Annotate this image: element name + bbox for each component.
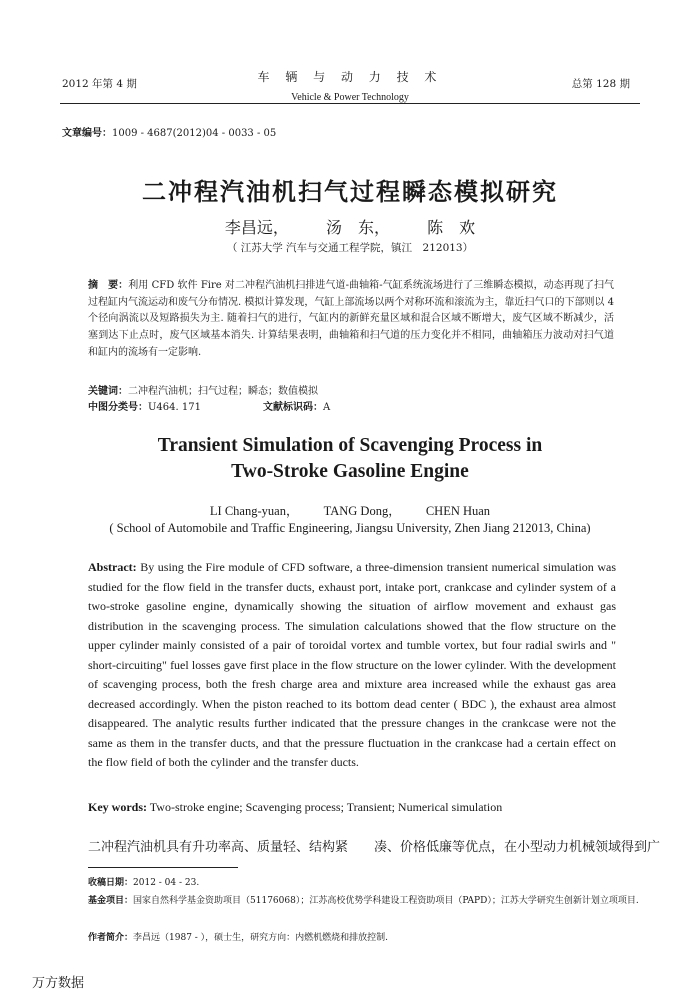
abstract-en (88, 558, 616, 773)
fund-text: 国家自然科学基金资助项目（51176068）；江苏高校优势学科建设工程资助项目（PAPD）；江苏大学研究生创新计划立项项目. (133, 896, 639, 906)
abstract-en-label: Abstract: (88, 560, 137, 574)
document-code-value: A (323, 402, 331, 413)
abstract-cn-label: 摘 要： (88, 280, 129, 291)
abstract-cn (88, 278, 614, 362)
footnote-author (88, 931, 388, 945)
total-issue: 总第 128 期 (571, 78, 630, 90)
received-date: 2012 - 04 - 23. (133, 878, 200, 888)
journal-issue: 2012 年第 4 期 (62, 78, 137, 90)
affiliation-cn: （ 江苏大学 汽车与交通工程学院，镇江 212013） (226, 242, 474, 254)
keywords-en-text: Two-stroke engine; Scavenging process; Transient; Numerical simulation (149, 800, 503, 814)
article-number (62, 124, 276, 139)
keywords-en-label: Key words: (88, 800, 147, 814)
keywords-cn-label: 关键词： (88, 386, 128, 397)
classification-number (88, 398, 201, 413)
author-cn-3: 陈 欢 (427, 218, 476, 237)
keywords-cn (88, 382, 318, 397)
abstract-cn-text: 利用 CFD 软件 Fire 对二冲程汽油机扫排进气道-曲轴箱-气缸系统流场进行了三维瞬态模拟，动态再现了扫气过程缸内气流运动和废气分布情况. 模拟计算发现，气缸上部流场以两个对称环流和滚流为主，靠近扫气口的下部则以 4 个径向涡流以及短路损失为主. 随着扫气的进行，气缸内的新鲜充量区域和混合区域不断增大，废气区域不断减少，活塞到达下止点时，废气区域基本消失. 计算结果表明，曲轴箱和扫气道的压力变化并不相同，曲轴箱压力波动对扫气道和缸内的流场有一定影响. (88, 280, 615, 358)
article-number-label: 文章编号： (62, 128, 112, 139)
affiliation-en: ( School of Automobile and Traffic Engineering, Jiangsu University, Zhen Jiang 212013, China) (109, 521, 591, 535)
wanfang-watermark: 万方数据 (32, 976, 85, 991)
authors-en (0, 501, 700, 519)
document-code (263, 398, 330, 413)
keywords-cn-text: 二冲程汽油机；扫气过程；瞬态；数值模拟 (128, 386, 318, 397)
author-cn-1: 李昌远， (224, 218, 289, 237)
fund-label: 基金项目： (88, 896, 134, 906)
journal-name-cn: 车 辆 与 动 力 技 术 (257, 70, 443, 84)
author-en-1: LI Chang-yuan， (209, 504, 299, 518)
footnote-divider (88, 867, 238, 868)
author-bio-label: 作者简介： (88, 933, 134, 943)
author-bio-text: 李昌远（1987 - ），硕士生，研究方向：内燃机燃烧和排放控制. (133, 933, 389, 943)
author-cn-2: 汤 东， (325, 218, 390, 237)
author-en-2: TANG Dong， (323, 504, 401, 518)
header-divider (60, 103, 640, 104)
title-en (0, 433, 700, 485)
received-label: 收稿日期： (88, 878, 134, 888)
abstract-en-text: By using the Fire module of CFD software, a three-dimension transient numerical simulation was studied for the flow field in the transfer ducts, exhaust port, intake port, crankcase and cylinder system of a two-stroke gasoline engine, dynamically showing the situation of airflow movement and exhaust gas distribution in the scavenging process. The simulation calculations showed that the flow structure on the upper cylinder mainly consisted of a pair of toroidal vortex and tumble vortex, but four radial swirls and " short-circuiting" fuel losses gave first place in the flow structure on the lower cylinder. With the development of scavenging process, both the fresh charge area and mixture area increased while the exhaust gas area decreased accordingly. When the piston reached to its bottom dead center ( BDC ), the exhaust area almost disappeared. The analytic results further indicated that the pressure changes in the crankcase were not the same as them in the transfer ducts, and that the pressure fluctuation in the crankcase had a certain effect on the flow field of both the cylinder and the transfer ducts. (88, 560, 617, 769)
classification-label: 中图分类号： (88, 402, 148, 413)
body-text: 二冲程汽油机具有升功率高、质量轻、结构紧 凑、价格低廉等优点，在小型动力机械领域得到广 (88, 840, 661, 855)
author-en-3: CHEN Huan (425, 504, 491, 518)
title-en-line1: Transient Simulation of Scavenging Process in (157, 435, 543, 456)
authors-cn (0, 215, 700, 238)
footnote-fund (88, 894, 643, 908)
article-number-value: 1009 - 4687(2012)04 - 0033 - 05 (112, 128, 277, 139)
journal-name-en: Vehicle & Power Technology (291, 92, 409, 103)
title-en-line2: Two-Stroke Gasoline Engine (231, 461, 469, 482)
classification-value: U464. 171 (148, 402, 201, 413)
keywords-en (88, 800, 502, 815)
title-cn: 二冲程汽油机扫气过程瞬态模拟研究 (142, 178, 558, 206)
footnote-received (88, 876, 199, 890)
document-code-label: 文献标识码： (263, 402, 323, 413)
